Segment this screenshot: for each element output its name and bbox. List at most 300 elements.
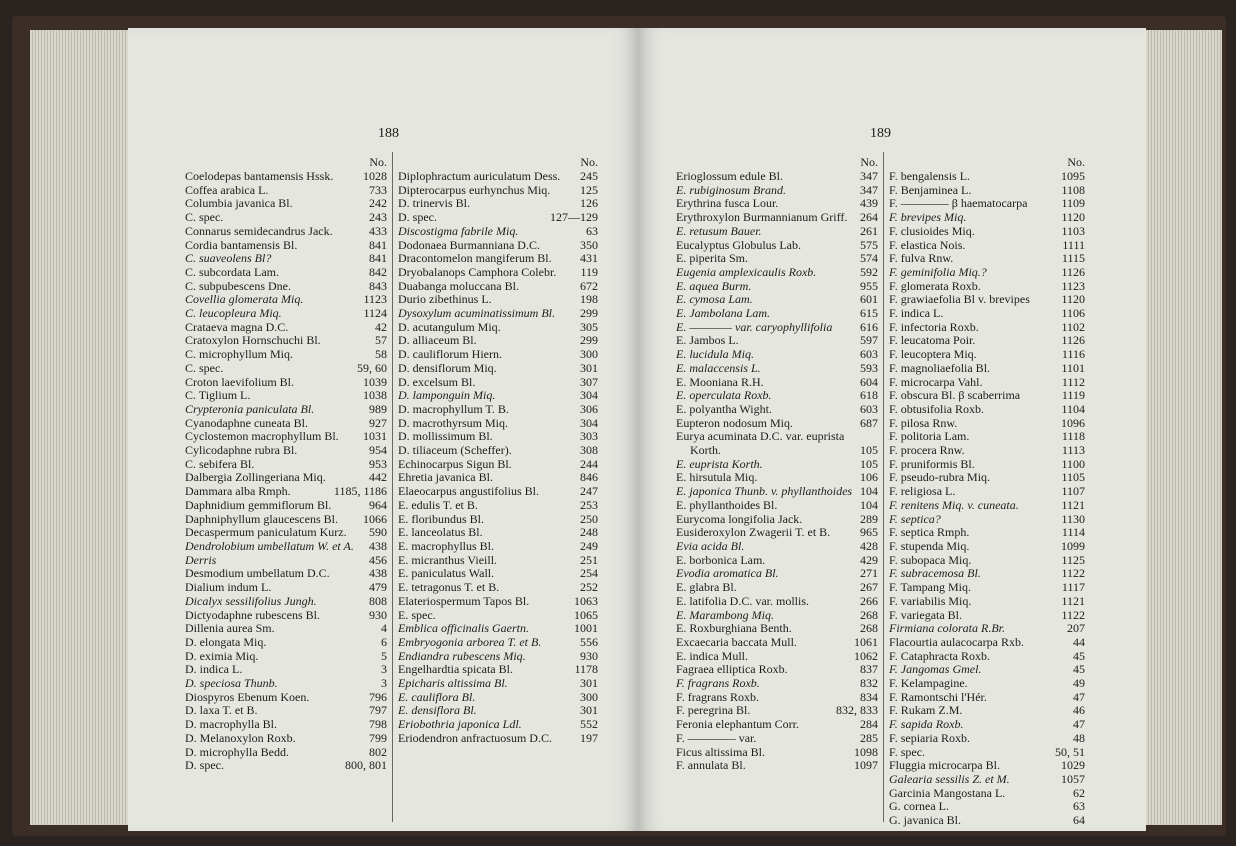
index-entry <box>185 334 387 348</box>
index-entry <box>676 458 878 472</box>
entry-number: 50, 51 <box>1055 744 1085 759</box>
index-entry <box>676 184 878 198</box>
index-entry <box>185 348 387 362</box>
index-entry <box>676 540 878 554</box>
entry-number: 127—129 <box>550 210 598 225</box>
entry-number: 832 <box>860 676 878 691</box>
index-entry <box>889 239 1085 253</box>
index-entry <box>185 567 387 581</box>
entry-number: 601 <box>860 292 878 307</box>
index-entry <box>185 540 387 554</box>
species-name: F. procera Rnw. <box>889 444 965 458</box>
species-name: Decaspermum paniculatum Kurz. <box>185 526 347 540</box>
index-entry <box>398 704 598 718</box>
entry-number: 428 <box>860 538 878 553</box>
entry-number: 433 <box>369 223 387 238</box>
species-name: E. Jambos L. <box>676 334 739 348</box>
entry-number: 1121 <box>1061 497 1085 512</box>
entry-number: 251 <box>580 552 598 567</box>
index-entry <box>676 677 878 691</box>
species-name: F. Tampang Miq. <box>889 581 971 595</box>
entry-number: 104 <box>860 497 878 512</box>
index-entry <box>185 389 387 403</box>
index-entry <box>676 280 878 294</box>
species-name: G. cornea L. <box>889 800 949 814</box>
entry-number: 46 <box>1073 703 1085 718</box>
index-entry <box>676 485 878 499</box>
index-entry <box>889 704 1085 718</box>
species-name: F. fulva Rnw. <box>889 252 954 266</box>
index-entry <box>889 595 1085 609</box>
entry-number: 800, 801 <box>345 758 387 773</box>
species-name: Ehretia javanica Bl. <box>398 471 493 485</box>
index-entry <box>889 759 1085 773</box>
entry-number: 304 <box>580 415 598 430</box>
index-entry <box>398 691 598 705</box>
index-entry <box>889 334 1085 348</box>
species-name: Dicalyx sessilifolius Jungh. <box>185 594 317 608</box>
index-entry <box>398 280 598 294</box>
index-entry <box>676 650 878 664</box>
entry-number: 1106 <box>1061 306 1085 321</box>
entry-number: 1113 <box>1061 443 1085 458</box>
entry-number: 1120 <box>1061 292 1085 307</box>
entry-number: 479 <box>369 580 387 595</box>
index-entry <box>185 458 387 472</box>
entry-number: 1121 <box>1061 593 1085 608</box>
species-name: Crataeva magna D.C. <box>185 320 289 334</box>
species-name: E. hirsutula Miq. <box>676 471 758 485</box>
entry-number: 245 <box>580 169 598 183</box>
species-name: D. microphylla Bedd. <box>185 745 289 759</box>
species-name: Fluggia microcarpa Bl. <box>889 759 1000 773</box>
page-edges-left <box>30 30 128 825</box>
index-entry <box>185 376 387 390</box>
entry-number: 300 <box>580 689 598 704</box>
index-entry <box>185 732 387 746</box>
entry-number: 49 <box>1073 676 1085 691</box>
species-name: Embryogonia arborea T. et B. <box>398 635 542 649</box>
species-name: E. floribundus Bl. <box>398 512 484 526</box>
species-name: E. retusum Bauer. <box>676 224 762 238</box>
entry-number: 1031 <box>363 429 387 444</box>
species-name: F. Benjaminea L. <box>889 183 972 197</box>
entry-number: 105 <box>860 456 878 471</box>
species-name: Coelodepas bantamensis Hssk. <box>185 170 334 183</box>
index-entry <box>676 225 878 239</box>
entry-number: 45 <box>1073 662 1085 677</box>
right-page <box>638 28 1146 831</box>
entry-number: 456 <box>369 552 387 567</box>
species-name: E. edulis T. et B. <box>398 498 478 512</box>
entry-number: 284 <box>860 717 878 732</box>
entry-number: 1097 <box>854 758 878 773</box>
entry-number: 243 <box>369 210 387 225</box>
entry-number: 1057 <box>1061 771 1085 786</box>
index-entry <box>185 746 387 760</box>
entry-number: 574 <box>860 251 878 266</box>
index-entry <box>185 321 387 335</box>
species-name: D. acutangulum Miq. <box>398 320 501 334</box>
species-name: Daphnidium gemmiflorum Bl. <box>185 498 332 512</box>
species-name: D. tiliaceum (Scheffer). <box>398 444 512 458</box>
index-entry <box>676 609 878 623</box>
index-entry <box>889 376 1085 390</box>
index-entry <box>185 225 387 239</box>
index-entry <box>889 746 1085 760</box>
species-name: Eusideroxylon Zwagerii T. et B. <box>676 526 831 540</box>
species-name: F. politoria Lam. <box>889 430 970 444</box>
entry-number: 615 <box>860 306 878 321</box>
index-entry <box>889 554 1085 568</box>
species-name: Dysoxylum acuminatissimum Bl. <box>398 307 555 321</box>
entry-number: 1095 <box>1061 169 1085 183</box>
index-entry <box>185 650 387 664</box>
index-entry <box>676 567 878 581</box>
species-name: E. Mooniana R.H. <box>676 375 764 389</box>
species-name: Diplophractum auriculatum Dess. <box>398 170 561 183</box>
entry-number: 1114 <box>1061 525 1085 540</box>
species-name: E. cauliflora Bl. <box>398 690 476 704</box>
entry-number: 1028 <box>363 169 387 183</box>
entry-number: 268 <box>860 607 878 622</box>
species-name: F. religiosa L. <box>889 485 956 499</box>
species-name: F. indica L. <box>889 307 944 321</box>
index-entry <box>889 540 1085 554</box>
entry-number: 1119 <box>1061 388 1085 403</box>
index-entry <box>398 677 598 691</box>
entry-number: 1115 <box>1061 251 1085 266</box>
index-entry <box>676 746 878 760</box>
index-entry <box>185 718 387 732</box>
entry-number: 59, 60 <box>357 360 387 375</box>
index-entry <box>889 307 1085 321</box>
entry-number: 1001 <box>574 621 598 636</box>
entry-number: 268 <box>860 621 878 636</box>
index-entry <box>398 485 598 499</box>
index-entry <box>398 554 598 568</box>
index-entry <box>398 499 598 513</box>
species-name: Erioglossum edule Bl. <box>676 170 783 183</box>
entry-number: 1111 <box>1062 237 1085 252</box>
entry-number: 1061 <box>854 634 878 649</box>
species-name: Desmodium umbellatum D.C. <box>185 567 330 581</box>
index-entry <box>185 444 387 458</box>
index-column <box>185 156 387 773</box>
species-name: Dammara alba Rmph. <box>185 485 291 499</box>
entry-number: 1096 <box>1061 415 1085 430</box>
entry-number: 5 <box>381 648 387 663</box>
species-name: E. operculata Roxb. <box>676 389 772 403</box>
index-entry <box>889 485 1085 499</box>
entry-number: 842 <box>369 264 387 279</box>
entry-number: 927 <box>369 415 387 430</box>
species-name: C. subcordata Lam. <box>185 265 279 279</box>
index-entry <box>185 239 387 253</box>
index-entry <box>676 581 878 595</box>
entry-number: 285 <box>860 730 878 745</box>
entry-number: 556 <box>580 634 598 649</box>
index-entry <box>398 211 598 225</box>
entry-number: 799 <box>369 730 387 745</box>
entry-number: 590 <box>369 525 387 540</box>
species-name: Daphniphyllum glaucescens Bl. <box>185 512 338 526</box>
species-name: Eucalyptus Globulus Lab. <box>676 238 801 252</box>
species-name: Dillenia aurea Sm. <box>185 622 275 636</box>
entry-number: 42 <box>375 319 387 334</box>
entry-number: 62 <box>1073 785 1085 800</box>
entry-number: 1125 <box>1061 552 1085 567</box>
entry-number: 1120 <box>1061 210 1085 225</box>
species-name: D. mollissimum Bl. <box>398 430 493 444</box>
index-entry <box>676 389 878 403</box>
index-entry <box>185 513 387 527</box>
page-edges-right <box>1146 30 1222 825</box>
species-name: Feronia elephantum Corr. <box>676 718 799 732</box>
entry-number: 4 <box>381 621 387 636</box>
index-entry <box>676 334 878 348</box>
index-entry <box>889 622 1085 636</box>
entry-number: 841 <box>369 237 387 252</box>
index-entry <box>889 252 1085 266</box>
species-name: Eurycoma longifolia Jack. <box>676 512 803 526</box>
entry-number: 119 <box>580 264 598 279</box>
entry-number: 301 <box>580 703 598 718</box>
entry-number: 1062 <box>854 648 878 663</box>
index-entry <box>185 280 387 294</box>
species-name: E. Roxburghiana Benth. <box>676 622 792 636</box>
entry-number: 834 <box>860 689 878 704</box>
index-entry <box>676 622 878 636</box>
index-entry <box>185 403 387 417</box>
index-entry <box>398 471 598 485</box>
index-entry <box>398 403 598 417</box>
entry-number: 197 <box>580 730 598 745</box>
index-entry <box>676 376 878 390</box>
species-name: E. indica Mull. <box>676 649 748 663</box>
species-name: E. borbonica Lam. <box>676 553 766 567</box>
entry-number: 1065 <box>574 607 598 622</box>
entry-number: 1178 <box>574 662 598 677</box>
index-entry <box>398 417 598 431</box>
entry-number: 47 <box>1073 717 1085 732</box>
entry-number: 1109 <box>1061 196 1085 211</box>
index-entry <box>676 362 878 376</box>
entry-number: 618 <box>860 388 878 403</box>
species-name: F. pseudo-rubra Miq. <box>889 471 991 485</box>
index-entry <box>398 567 598 581</box>
entry-number: 592 <box>860 264 878 279</box>
index-entry <box>889 417 1085 431</box>
species-name: C. leucopleura Miq. <box>185 307 282 321</box>
species-name: F. elastica Nois. <box>889 238 966 252</box>
species-name: Cratoxylon Hornschuchi Bl. <box>185 334 321 348</box>
index-entry <box>889 403 1085 417</box>
entry-number: 593 <box>860 360 878 375</box>
entry-number: 1126 <box>1061 264 1085 279</box>
index-entry <box>398 266 598 280</box>
entry-number: 687 <box>860 415 878 430</box>
entry-number: 350 <box>580 237 598 252</box>
index-entry <box>889 184 1085 198</box>
index-entry <box>398 239 598 253</box>
species-name: F. obscura Bl. β scaberrima <box>889 389 1021 403</box>
entry-number: 106 <box>860 470 878 485</box>
species-name: F. spec. <box>889 745 926 759</box>
species-name: F. variegata Bl. <box>889 608 963 622</box>
species-name: C. sebifera Bl. <box>185 457 255 471</box>
species-name: F. Kelampagine. <box>889 677 968 691</box>
species-name: C. suaveolens Bl? <box>185 252 272 266</box>
species-name: F. Jangomas Gmel. <box>889 663 982 677</box>
index-entry <box>185 485 387 499</box>
index-entry <box>889 348 1085 362</box>
index-entry <box>185 595 387 609</box>
index-entry <box>398 184 598 198</box>
entry-number: 930 <box>580 648 598 663</box>
species-name: Fagraea elliptica Roxb. <box>676 663 788 677</box>
entry-number: 1100 <box>1061 456 1085 471</box>
index-entry <box>398 540 598 554</box>
entry-number: 604 <box>860 374 878 389</box>
entry-number: 105 <box>860 443 878 458</box>
species-name: C. spec. <box>185 211 224 225</box>
entry-number: 1039 <box>363 374 387 389</box>
entry-number: 299 <box>580 333 598 348</box>
index-entry <box>398 444 598 458</box>
index-entry <box>889 567 1085 581</box>
species-name: F. annulata Bl. <box>676 759 746 773</box>
index-entry <box>889 691 1085 705</box>
column-header: No. <box>860 155 878 169</box>
entry-number: 1107 <box>1061 484 1085 499</box>
species-name: F. stupenda Miq. <box>889 539 970 553</box>
species-name: E. phyllanthoides Bl. <box>676 498 778 512</box>
index-entry <box>889 787 1085 801</box>
index-entry <box>185 170 387 184</box>
index-entry <box>676 307 878 321</box>
species-name: F. magnoliaefolia Bl. <box>889 361 991 375</box>
species-name: Evia acida Bl. <box>676 539 745 553</box>
index-entry <box>398 718 598 732</box>
entry-number: 252 <box>580 580 598 595</box>
species-name: E. cymosa Lam. <box>676 293 753 307</box>
entry-number: 1118 <box>1061 429 1085 444</box>
species-name: E. densiflora Bl. <box>398 704 477 718</box>
index-entry <box>398 389 598 403</box>
species-name: Covellia glomerata Miq. <box>185 293 304 307</box>
index-entry <box>398 581 598 595</box>
index-entry <box>676 526 878 540</box>
entry-number: 1116 <box>1061 347 1085 362</box>
entry-number: 271 <box>860 566 878 581</box>
species-name: F. leucoptera Miq. <box>889 348 977 362</box>
page-number: 189 <box>870 126 891 141</box>
entry-number: 930 <box>369 607 387 622</box>
species-name: Cyclostemon macrophyllum Bl. <box>185 430 339 444</box>
index-entry <box>185 704 387 718</box>
species-name: Columbia javanica Bl. <box>185 197 293 211</box>
entry-number: 347 <box>860 182 878 197</box>
species-name: F. Cataphracta Roxb. <box>889 649 991 663</box>
entry-number: 104 <box>860 484 878 499</box>
species-name: Ficus altissima Bl. <box>676 745 766 759</box>
species-name: Eupteron nodosum Miq. <box>676 416 793 430</box>
species-name: Elaeocarpus angustifolius Bl. <box>398 485 539 499</box>
species-name: F. brevipes Miq. <box>889 211 967 225</box>
species-name: Durio zibethinus L. <box>398 293 492 307</box>
index-entry <box>889 650 1085 664</box>
species-name: F. bengalensis L. <box>889 170 971 183</box>
entry-number: 306 <box>580 401 598 416</box>
species-name: Flacourtia aulacocarpa Rxb. <box>889 635 1024 649</box>
index-entry <box>185 677 387 691</box>
index-entry <box>185 622 387 636</box>
index-entry <box>676 239 878 253</box>
species-name: F. pruniformis Bl. <box>889 457 975 471</box>
index-entry <box>676 211 878 225</box>
species-name: F. pilosa Rnw. <box>889 416 958 430</box>
index-entry <box>676 499 878 513</box>
index-entry <box>676 513 878 527</box>
entry-number: 198 <box>580 292 598 307</box>
index-entry <box>889 458 1085 472</box>
entry-number: 1038 <box>363 388 387 403</box>
index-entry <box>185 581 387 595</box>
entry-number: 266 <box>860 593 878 608</box>
entry-number: 1130 <box>1061 511 1085 526</box>
species-name: Eugenia amplexicaulis Roxb. <box>676 265 817 279</box>
species-name: F. peregrina Bl. <box>676 704 751 718</box>
index-entry <box>398 609 598 623</box>
entry-number: 58 <box>375 347 387 362</box>
species-name: D. elongata Miq. <box>185 635 267 649</box>
index-entry <box>676 718 878 732</box>
index-column <box>676 156 878 773</box>
index-entry <box>398 458 598 472</box>
entry-number: 261 <box>860 223 878 238</box>
species-name: D. densiflorum Miq. <box>398 361 497 375</box>
entry-number: 1066 <box>363 511 387 526</box>
index-entry <box>398 663 598 677</box>
species-name: Dodonaea Burmanniana D.C. <box>398 238 540 252</box>
entry-number: 301 <box>580 360 598 375</box>
species-name: E. micranthus Vieill. <box>398 553 498 567</box>
species-name: Dalbergia Zollingeriana Miq. <box>185 471 326 485</box>
index-entry <box>889 526 1085 540</box>
entry-number: 247 <box>580 484 598 499</box>
entry-number: 843 <box>369 278 387 293</box>
entry-number: 303 <box>580 429 598 444</box>
species-name: E. lanceolatus Bl. <box>398 526 483 540</box>
species-name: F. septica? <box>889 512 941 526</box>
species-name: E. macrophyllus Bl. <box>398 539 494 553</box>
index-entry <box>398 252 598 266</box>
species-name: E. latifolia D.C. var. mollis. <box>676 594 809 608</box>
species-name: F. Ramontschi l'Hér. <box>889 690 987 704</box>
entry-number: 1101 <box>1061 360 1085 375</box>
index-entry <box>889 471 1085 485</box>
entry-number: 1098 <box>854 744 878 759</box>
index-entry <box>889 197 1085 211</box>
index-entry <box>676 595 878 609</box>
index-entry <box>398 513 598 527</box>
entry-number: 832, 833 <box>836 703 878 718</box>
entry-number: 575 <box>860 237 878 252</box>
species-name: Cordia bantamensis Bl. <box>185 238 298 252</box>
species-name: Excaecaria baccata Mull. <box>676 635 797 649</box>
index-entry <box>889 718 1085 732</box>
